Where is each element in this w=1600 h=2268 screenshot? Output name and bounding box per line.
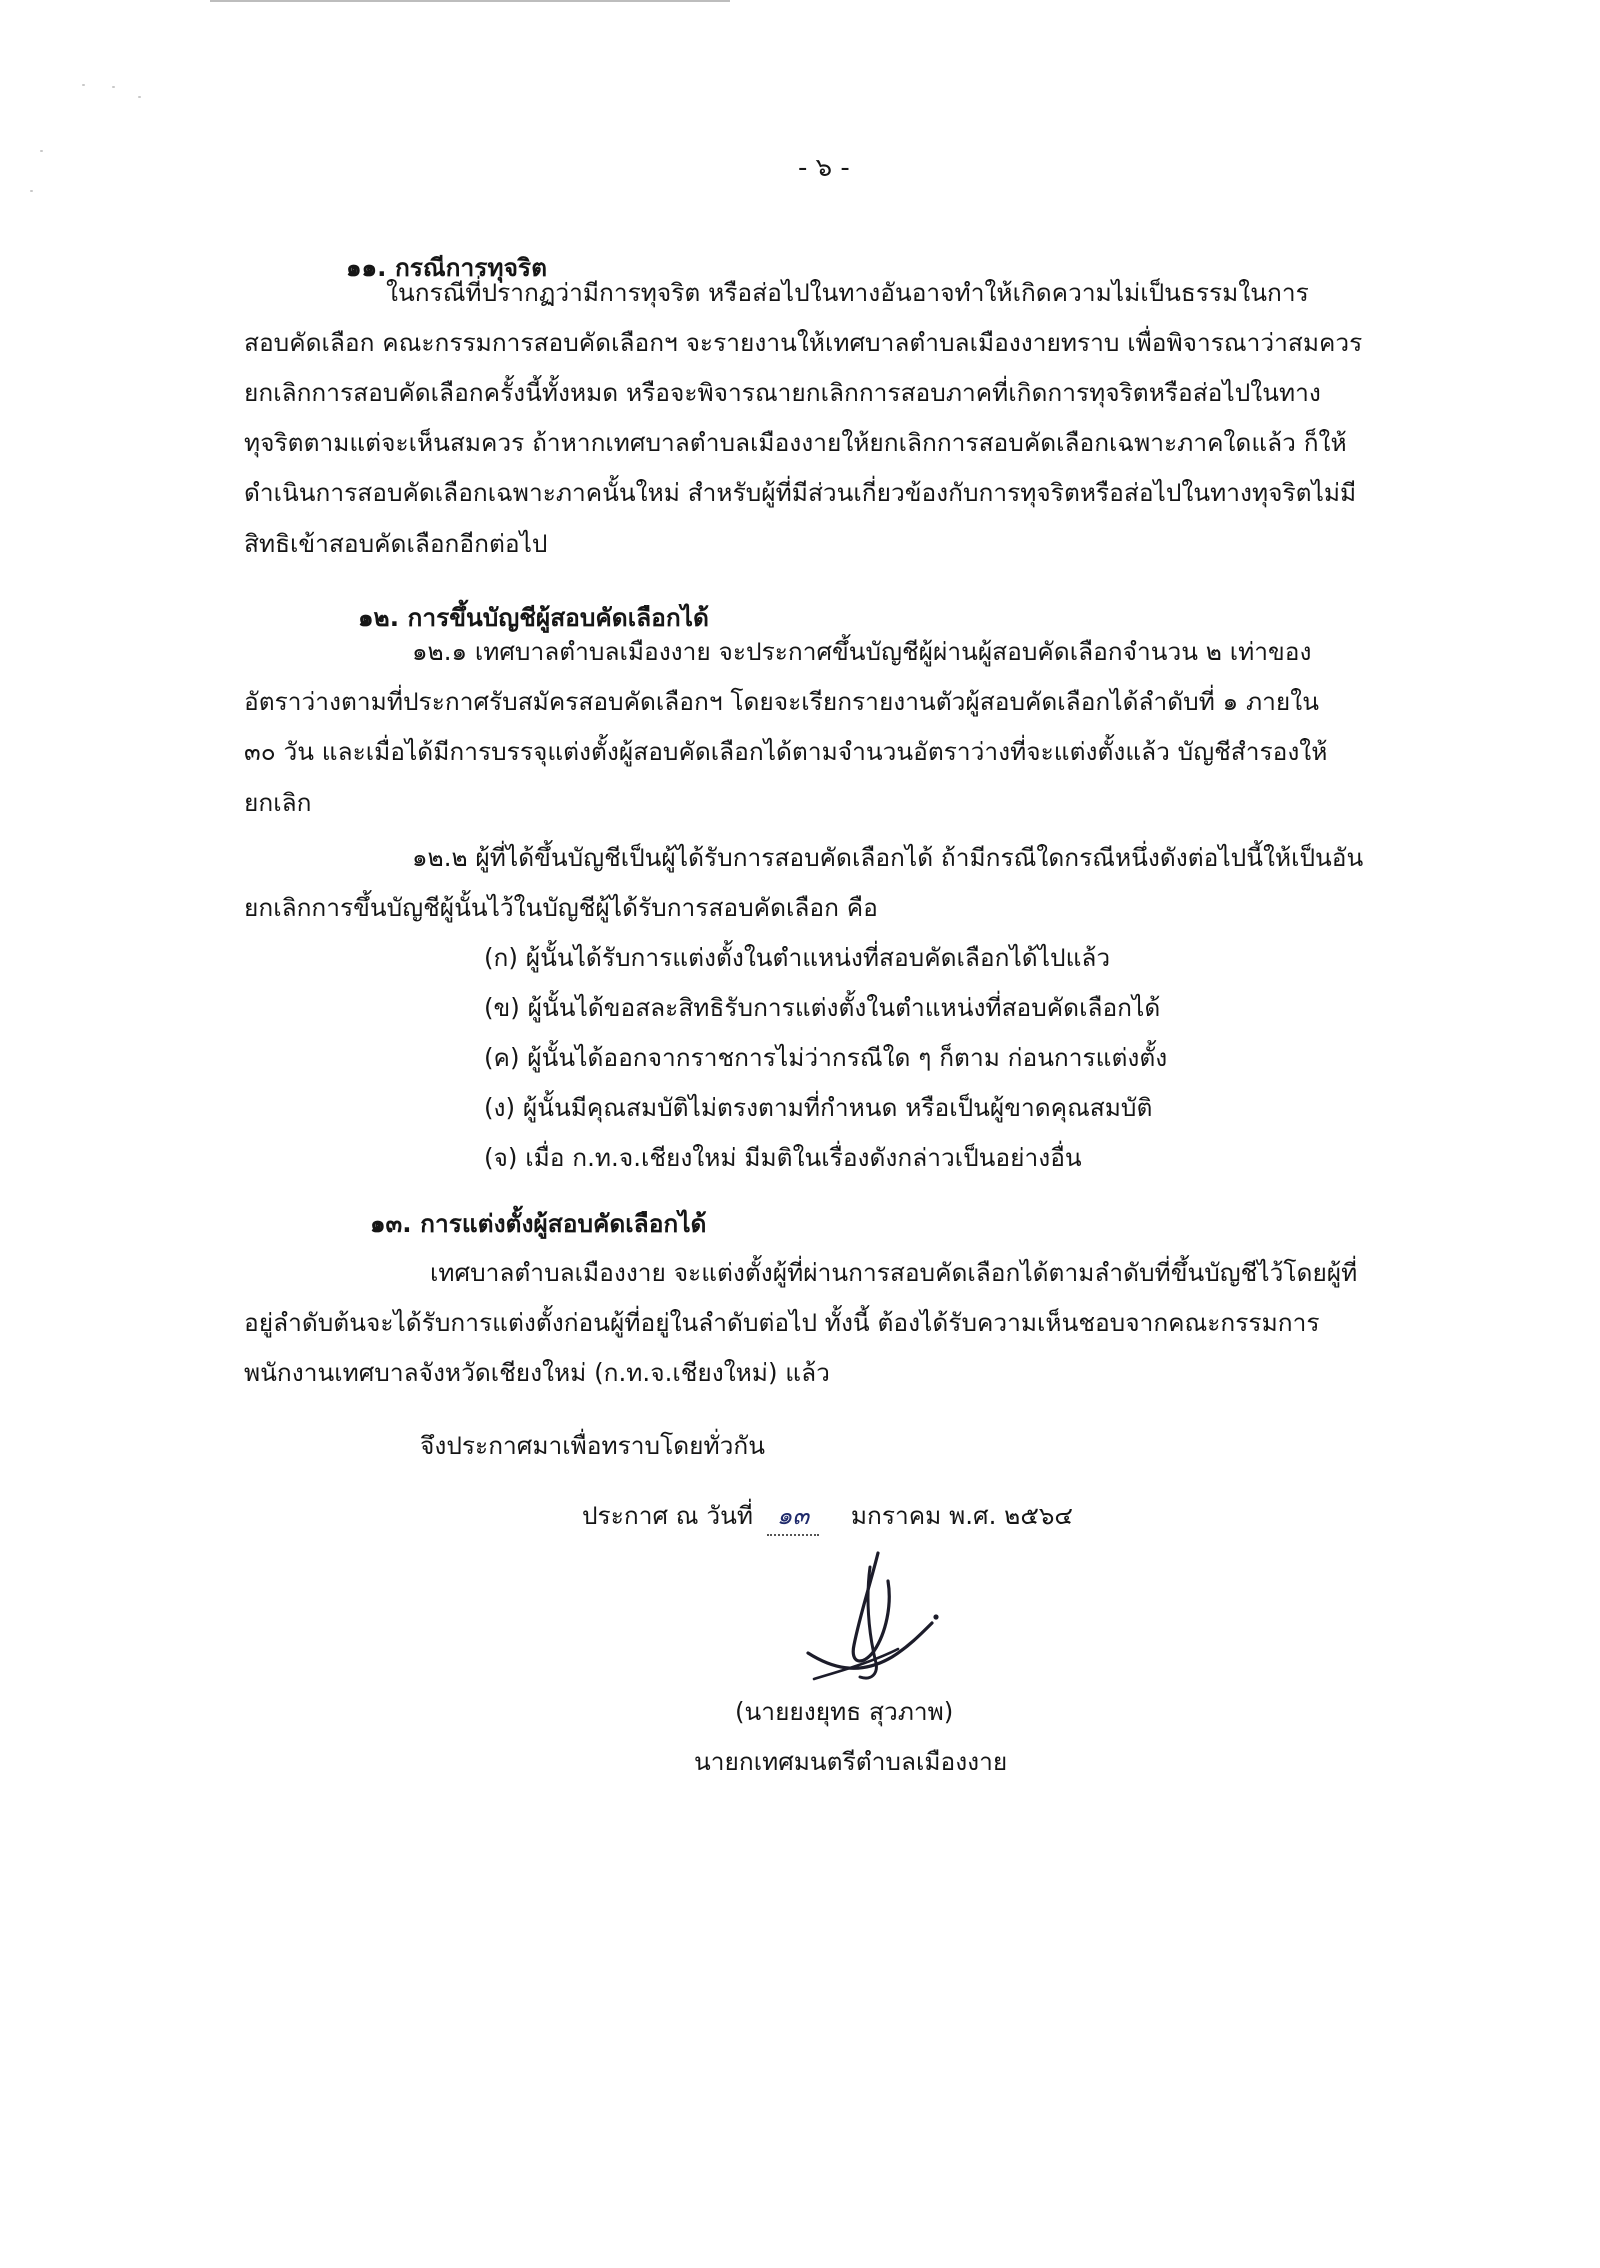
- section-13-heading: ๑๓. การแต่งตั้งผู้สอบคัดเลือกได้: [370, 1209, 707, 1238]
- scan-edge-line: [210, 0, 730, 2]
- closing-statement: จึงประกาศมาเพื่อทราบโดยทั่วกัน: [420, 1431, 766, 1460]
- section-13-line: พนักงานเทศบาลจังหวัดเชียงใหม่ (ก.ท.จ.เชียงใหม่) แล้ว: [244, 1358, 830, 1387]
- announcement-date-line: [582, 1498, 1073, 1536]
- signer-name: (นายยงยุทธ สุวภาพ): [735, 1697, 954, 1726]
- section-12-1-line: อัตราว่างตามที่ประกาศรับสมัครสอบคัดเลือกฯ โดยจะเรียกรายงานตัวผู้สอบคัดเลือกได้ลำดับที่ ๑ ภายใน: [244, 687, 1319, 716]
- disqualification-item: (จ) เมื่อ ก.ท.จ.เชียงใหม่ มีมติในเรื่องดังกล่าวเป็นอย่างอื่น: [484, 1143, 1082, 1172]
- section-11-line: ดำเนินการสอบคัดเลือกเฉพาะภาคนั้นใหม่ สำหรับผู้ที่มีส่วนเกี่ยวข้องกับการทุจริตหรือส่อไปในทางทุจริตไม่มี: [244, 478, 1357, 507]
- section-11-line: ในกรณีที่ปรากฏว่ามีการทุจริต หรือส่อไปในทางอันอาจทำให้เกิดความไม่เป็นธรรมในการ: [386, 278, 1309, 307]
- scan-speck: [30, 190, 33, 192]
- handwritten-day: ๑๓: [767, 1498, 819, 1536]
- date-suffix: มกราคม พ.ศ. ๒๕๖๔: [850, 1501, 1073, 1530]
- section-12-1-line: ๑๒.๑ เทศบาลตำบลเมืองงาย จะประกาศขึ้นบัญชีผู้ผ่านผู้สอบคัดเลือกจำนวน ๒ เท่าของ: [412, 637, 1312, 666]
- section-11-line: สอบคัดเลือก คณะกรรมการสอบคัดเลือกฯ จะรายงานให้เทศบาลตำบลเมืองงายทราบ เพื่อพิจารณาว่าสมควร: [244, 328, 1363, 357]
- scan-speck: [82, 84, 85, 86]
- section-12-2-line: ยกเลิกการขึ้นบัญชีผู้นั้นไว้ในบัญชีผู้ได้รับการสอบคัดเลือก คือ: [244, 893, 878, 922]
- section-11-line: ยกเลิกการสอบคัดเลือกครั้งนี้ทั้งหมด หรือจะพิจารณายกเลิกการสอบภาคที่เกิดการทุจริตหรือส่อไปในทาง: [244, 378, 1321, 407]
- section-11-line: สิทธิเข้าสอบคัดเลือกอีกต่อไป: [244, 529, 548, 558]
- section-13-line: เทศบาลตำบลเมืองงาย จะแต่งตั้งผู้ที่ผ่านการสอบคัดเลือกได้ตามลำดับที่ขึ้นบัญชีไว้โดยผู้ที่: [430, 1258, 1358, 1287]
- section-12-2-line: ๑๒.๒ ผู้ที่ได้ขึ้นบัญชีเป็นผู้ได้รับการสอบคัดเลือกได้ ถ้ามีกรณีใดกรณีหนึ่งดังต่อไปนี้ให้เป็นอัน: [412, 843, 1364, 872]
- signature-image: [800, 1545, 950, 1695]
- section-12-1-line: ๓๐ วัน และเมื่อได้มีการบรรจุแต่งตั้งผู้สอบคัดเลือกได้ตามจำนวนอัตราว่างที่จะแต่งตั้งแล้ว บัญชีสำรองให้: [244, 737, 1328, 766]
- section-13-line: อยู่ลำดับต้นจะได้รับการแต่งตั้งก่อนผู้ที่อยู่ในลำดับต่อไป ทั้งนี้ ต้องได้รับความเห็นชอบจากคณะกรรมการ: [244, 1308, 1320, 1337]
- section-12-1-line: ยกเลิก: [244, 788, 312, 817]
- section-11-line: ทุจริตตามแต่จะเห็นสมควร ถ้าหากเทศบาลตำบลเมืองงายให้ยกเลิกการสอบคัดเลือกเฉพาะภาคใดแล้ว ก็ให้: [244, 428, 1347, 457]
- section-11-heading: ๑๑. กรณีการทุจริต: [346, 253, 547, 282]
- scan-speck: [40, 150, 43, 152]
- signer-title: นายกเทศมนตรีตำบลเมืองงาย: [694, 1747, 1008, 1776]
- disqualification-item: (ง) ผู้นั้นมีคุณสมบัติไม่ตรงตามที่กำหนด หรือเป็นผู้ขาดคุณสมบัติ: [484, 1093, 1153, 1122]
- disqualification-item: (ค) ผู้นั้นได้ออกจากราชการไม่ว่ากรณีใด ๆ ก็ตาม ก่อนการแต่งตั้ง: [484, 1043, 1168, 1072]
- date-prefix: ประกาศ ณ วันที่: [582, 1501, 753, 1530]
- disqualification-item: (ข) ผู้นั้นได้ขอสละสิทธิรับการแต่งตั้งในตำแหน่งที่สอบคัดเลือกได้: [484, 993, 1161, 1022]
- scan-speck: [112, 86, 115, 88]
- scan-speck: [138, 96, 141, 98]
- section-12-heading: ๑๒. การขึ้นบัญชีผู้สอบคัดเลือกได้: [358, 603, 709, 632]
- disqualification-item: (ก) ผู้นั้นได้รับการแต่งตั้งในตำแหน่งที่สอบคัดเลือกได้ไปแล้ว: [484, 943, 1111, 972]
- page-number: - ๖ -: [798, 153, 850, 183]
